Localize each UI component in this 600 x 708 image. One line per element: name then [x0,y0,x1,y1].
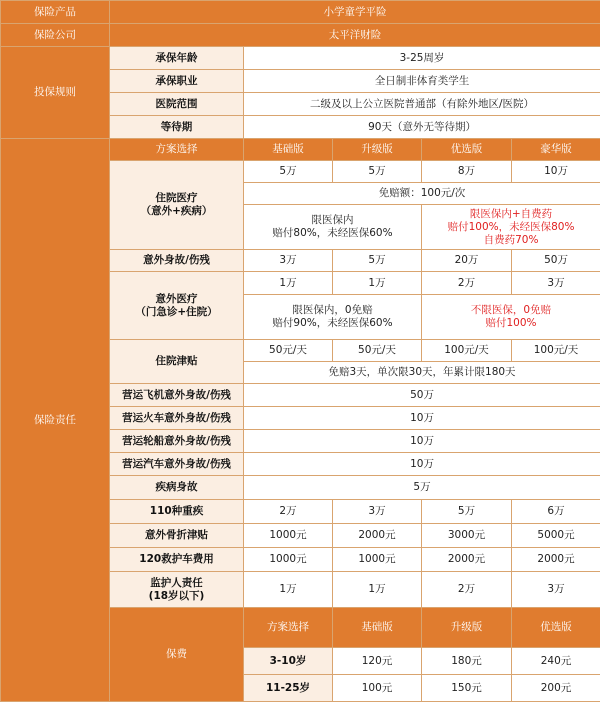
rule-label: 等待期 [110,116,244,139]
rule-value: 90天（意外无等待期） [244,116,600,139]
terms-line: 赔付100% [485,317,537,329]
accident-medical-amount: 1万 [244,272,333,295]
hospital-premium-terms [422,205,600,250]
premium-header-preferred: 优选版 [512,608,600,648]
guardian-value: 3万 [512,572,600,608]
terms-line: 不限医保，0免赔 [470,304,552,316]
plan-row-value: 2000元 [512,548,600,572]
accident-medical-amount: 1万 [333,272,422,295]
liability-section-label: 保险责任 [1,139,110,702]
premium-row-label: 3-10岁 [244,648,333,675]
plan-header-luxury: 豪华版 [512,139,600,161]
shared-row-label: 营运汽车意外身故/伤残 [110,453,244,476]
guardian-title: 监护人责任 [150,576,203,589]
shared-row-value: 10万 [244,407,600,430]
plan-row-value: 2000元 [422,548,512,572]
shared-row-value: 10万 [244,430,600,453]
hospital-medical-label [110,161,244,250]
rule-value: 二级及以上公立医院普通部（有除外地区/医院） [244,93,600,116]
premium-value: 200元 [512,675,600,702]
allowance-value: 50元/天 [333,340,422,362]
shared-row-value: 5万 [244,476,600,500]
premium-value: 100元 [333,675,422,702]
terms-line: 赔付90%，未经医保60% [272,317,393,329]
accident-medical-title: 意外医疗 [155,292,198,305]
plan-row-value: 3000元 [422,524,512,548]
premium-header-basic: 基础版 [333,608,422,648]
terms-line: 限医保内+自费药 [469,207,553,220]
hospital-amount: 10万 [512,161,600,183]
plan-row-value: 3万 [333,500,422,524]
premium-row-label: 11-25岁 [244,675,333,702]
plan-row-value: 5万 [422,500,512,524]
premium-value: 240元 [512,648,600,675]
shared-row-label: 疾病身故 [110,476,244,500]
plan-header-label: 方案选择 [110,139,244,161]
plan-header-preferred: 优选版 [422,139,512,161]
terms-line: 限医保内，0免赔 [292,304,373,316]
plan-row-value: 5000元 [512,524,600,548]
shared-row-label: 营运火车意外身故/伤残 [110,407,244,430]
plan-row-label: 110种重疾 [110,500,244,524]
guardian-label [110,572,244,608]
shared-row-value: 10万 [244,453,600,476]
guardian-subtitle: (18岁以下) [148,589,205,602]
hospital-deductible: 免赔额：100元/次 [244,183,600,205]
premium-section-label: 保费 [110,608,244,702]
accident-medical-basic-terms [244,295,422,340]
allowance-value: 50元/天 [244,340,333,362]
accident-death-value: 20万 [422,250,512,272]
terms-line: 赔付100%，未经医保80% [447,220,575,233]
rule-label: 医院范围 [110,93,244,116]
accident-death-value: 5万 [333,250,422,272]
plan-row-value: 2万 [244,500,333,524]
accident-medical-subtitle: （门急诊+住院） [135,305,218,318]
hospital-basic-terms [244,205,422,250]
terms-line: 赔付80%，未经医保60% [272,227,393,239]
premium-header-upgrade: 升级版 [422,608,512,648]
company-name: 太平洋财险 [110,24,600,47]
premium-value: 120元 [333,648,422,675]
allowance-label: 住院津贴 [110,340,244,384]
accident-medical-label [110,272,244,340]
hospital-amount: 8万 [422,161,512,183]
rule-value: 3-25周岁 [244,47,600,70]
plan-header-basic: 基础版 [244,139,333,161]
hospital-amount: 5万 [244,161,333,183]
plan-row-value: 2000元 [333,524,422,548]
product-label: 保险产品 [1,1,110,24]
terms-line: 限医保内 [311,214,354,226]
hospital-medical-title: 住院医疗 [155,192,198,204]
accident-medical-amount: 2万 [422,272,512,295]
accident-death-label: 意外身故/伤残 [110,250,244,272]
plan-row-value: 1000元 [244,524,333,548]
guardian-value: 2万 [422,572,512,608]
allowance-value: 100元/天 [422,340,512,362]
plan-row-value: 1000元 [244,548,333,572]
premium-value: 150元 [422,675,512,702]
guardian-value: 1万 [333,572,422,608]
company-label: 保险公司 [1,24,110,47]
accident-death-value: 50万 [512,250,600,272]
plan-row-label: 120救护车费用 [110,548,244,572]
allowance-note: 免赔3天，单次限30天，年累计限180天 [244,362,600,384]
rule-value: 全日制非体育类学生 [244,70,600,93]
shared-row-label: 营运飞机意外身故/伤残 [110,384,244,407]
accident-death-value: 3万 [244,250,333,272]
rule-label: 承保职业 [110,70,244,93]
terms-line: 自费药70% [483,233,539,246]
plan-row-value: 1000元 [333,548,422,572]
guardian-value: 1万 [244,572,333,608]
premium-value: 180元 [422,648,512,675]
plan-header-upgrade: 升级版 [333,139,422,161]
rules-section-label: 投保规则 [1,47,110,139]
hospital-medical-subtitle: （意外+疾病） [140,205,213,217]
rule-label: 承保年龄 [110,47,244,70]
premium-header-label: 方案选择 [244,608,333,648]
plan-row-value: 6万 [512,500,600,524]
shared-row-value: 50万 [244,384,600,407]
shared-row-label: 营运轮船意外身故/伤残 [110,430,244,453]
accident-medical-premium-terms [422,295,600,340]
product-name: 小学童学平险 [110,1,600,24]
accident-medical-amount: 3万 [512,272,600,295]
hospital-amount: 5万 [333,161,422,183]
allowance-value: 100元/天 [512,340,600,362]
plan-row-label: 意外骨折津贴 [110,524,244,548]
